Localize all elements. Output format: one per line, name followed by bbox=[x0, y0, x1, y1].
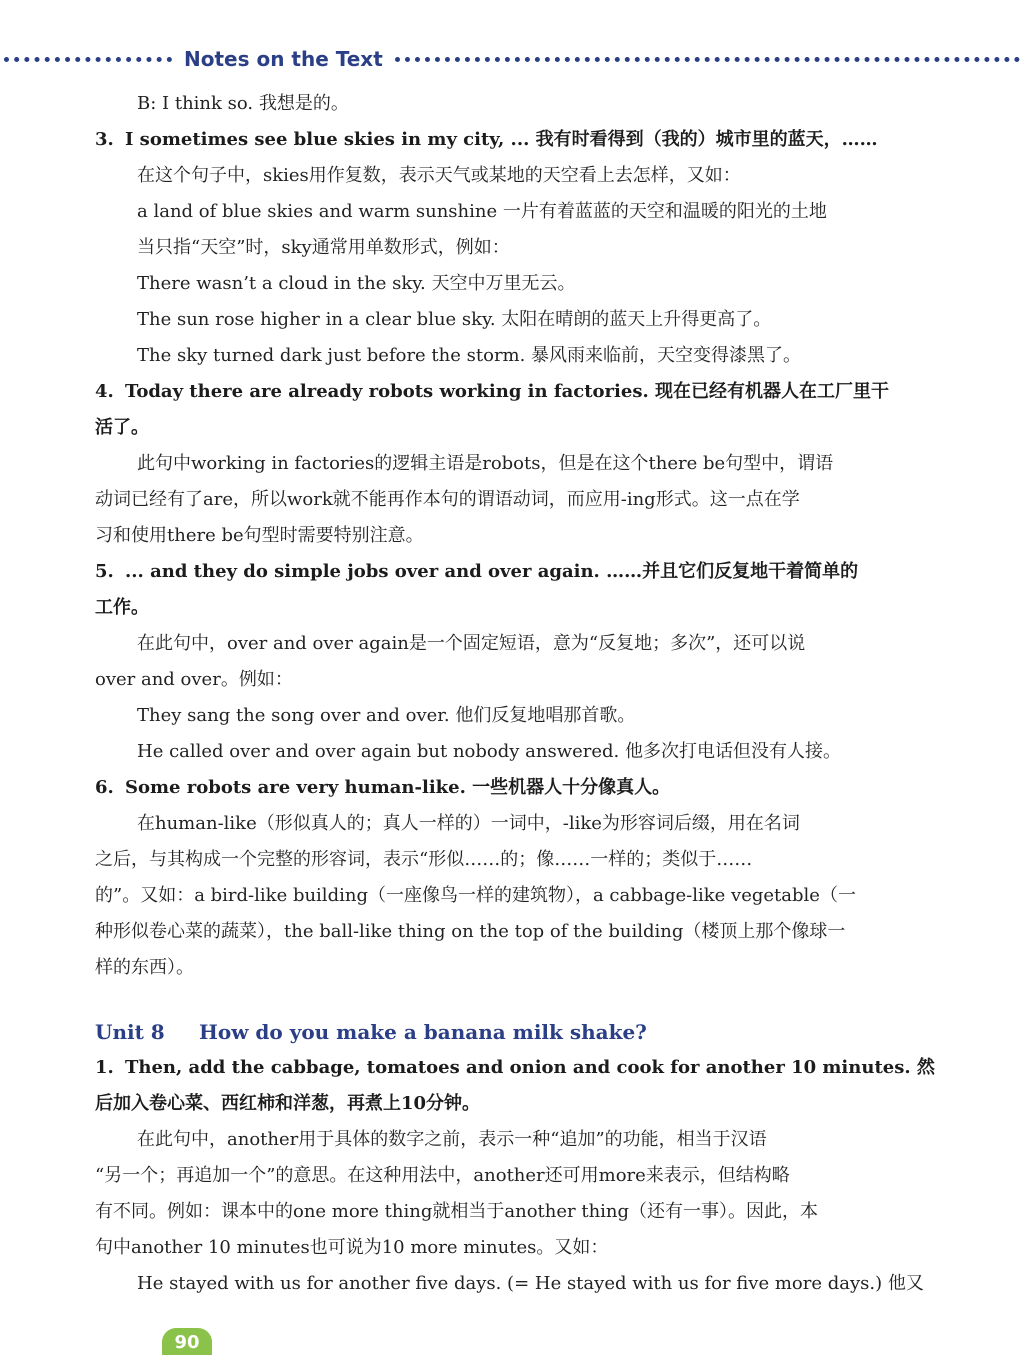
section-spacer bbox=[95, 986, 965, 1014]
note-heading-text: Some robots are very human-like. 一些机器人十分像真人。 bbox=[125, 777, 671, 798]
unit-number: Unit 8 bbox=[95, 1020, 165, 1044]
note-text-line: over and over。例如： bbox=[95, 669, 293, 690]
note-text-line: 在这个句子中，skies用作复数，表示天气或某地的天空看上去怎样，又如： bbox=[137, 165, 741, 186]
note-text-line: 样的东西）。 bbox=[95, 957, 194, 978]
note-heading-text: ... and they do simple jobs over and over again. ……并且它们反复地干着简单的 bbox=[125, 561, 859, 582]
note-heading-text: I sometimes see blue skies in my city, ... 我有时看得到（我的）城市里的蓝天，…… bbox=[125, 129, 878, 150]
note-text-line: 在此句中，another用于具体的数字之前，表示一种“追加”的功能，相当于汉语 bbox=[137, 1129, 767, 1150]
unit-title: How do you make a banana milk shake? bbox=[199, 1020, 647, 1044]
page-number-badge: 90 bbox=[162, 1328, 212, 1355]
note-number: 1. bbox=[95, 1057, 114, 1078]
note-heading-continuation: 工作。 bbox=[95, 597, 149, 618]
header-dotted-rule-right bbox=[395, 57, 1020, 62]
note-text-line: 当只指“天空”时，sky通常用单数形式，例如： bbox=[137, 237, 510, 258]
note-text-line: 在此句中，over and over again是一个固定短语，意为“反复地；多次”，还可以说 bbox=[137, 633, 806, 654]
note-text-line: 此句中working in factories的逻辑主语是robots，但是在这个there be句型中，谓语 bbox=[137, 453, 834, 474]
note-heading bbox=[95, 122, 965, 158]
note-number: 5. bbox=[95, 561, 114, 582]
note-text-line: 习和使用there be句型时需要特别注意。 bbox=[95, 525, 424, 546]
unit-heading bbox=[95, 1014, 965, 1050]
note-number: 3. bbox=[95, 129, 114, 150]
section-header bbox=[0, 44, 1024, 74]
note-text-line: He called over and over again but nobody answered. 他多次打电话但没有人接。 bbox=[137, 741, 842, 762]
note-heading bbox=[95, 770, 965, 806]
note-text-line: 种形似卷心菜的蔬菜），the ball-like thing on the top of the building（楼顶上那个像球一 bbox=[95, 921, 846, 942]
header-dotted-rule-left bbox=[4, 57, 172, 62]
note-text-line: They sang the song over and over. 他们反复地唱那首歌。 bbox=[137, 705, 636, 726]
note-heading bbox=[95, 374, 965, 410]
note-text-line: 在human-like（形似真人的；真人一样的）一词中，-like为形容词后缀，用在名词 bbox=[137, 813, 800, 834]
note-text-line: “另一个；再追加一个”的意思。在这种用法中，another还可用more来表示，但结构略 bbox=[95, 1165, 790, 1186]
note-text-line: There wasn’t a cloud in the sky. 天空中万里无云。 bbox=[137, 273, 576, 294]
note-number: 6. bbox=[95, 777, 114, 798]
note-heading-text: Then, add the cabbage, tomatoes and onion and cook for another 10 minutes. 然 bbox=[125, 1057, 935, 1078]
note-text-line: 动词已经有了are，所以work就不能再作本句的谓语动词，而应用-ing形式。这一点在学 bbox=[95, 489, 800, 510]
note-text-line: 之后，与其构成一个完整的形容词，表示“形似……的；像……一样的；类似于…… bbox=[95, 849, 753, 870]
note-heading-continuation: 活了。 bbox=[95, 417, 149, 438]
note-heading-continuation: 后加入卷心菜、西红柿和洋葱，再煮上10分钟。 bbox=[95, 1093, 481, 1114]
note-heading bbox=[95, 554, 965, 590]
note-text-line: 的”。又如：a bird-like building（一座像鸟一样的建筑物），a cabbage-like vegetable（一 bbox=[95, 885, 856, 906]
note-text-line: He stayed with us for another five days. (= He stayed with us for five more days.) 他又 bbox=[137, 1273, 924, 1294]
note-heading-text: Today there are already robots working in factories. 现在已经有机器人在工厂里干 bbox=[125, 381, 889, 402]
note-text-line: The sky turned dark just before the storm. 暴风雨来临前，天空变得漆黑了。 bbox=[137, 345, 802, 366]
note-text-line: 句中another 10 minutes也可说为10 more minutes。又如： bbox=[95, 1237, 609, 1258]
note-text-line: 有不同。例如：课本中的one more thing就相当于another thing（还有一事）。因此，本 bbox=[95, 1201, 819, 1222]
note-number: 4. bbox=[95, 381, 114, 402]
notes-block-unit8 bbox=[95, 1050, 965, 1302]
note-text-line: The sun rose higher in a clear blue sky. 太阳在晴朗的蓝天上升得更高了。 bbox=[137, 309, 772, 330]
notes-body bbox=[95, 86, 965, 1302]
note-text-line: a land of blue skies and warm sunshine 一片有着蓝蓝的天空和温暖的阳光的土地 bbox=[137, 201, 827, 222]
header-title: Notes on the Text bbox=[184, 47, 383, 71]
note-text-line: B: I think so. 我想是的。 bbox=[137, 93, 349, 114]
notes-block-unit7 bbox=[95, 86, 965, 986]
note-heading bbox=[95, 1050, 965, 1086]
